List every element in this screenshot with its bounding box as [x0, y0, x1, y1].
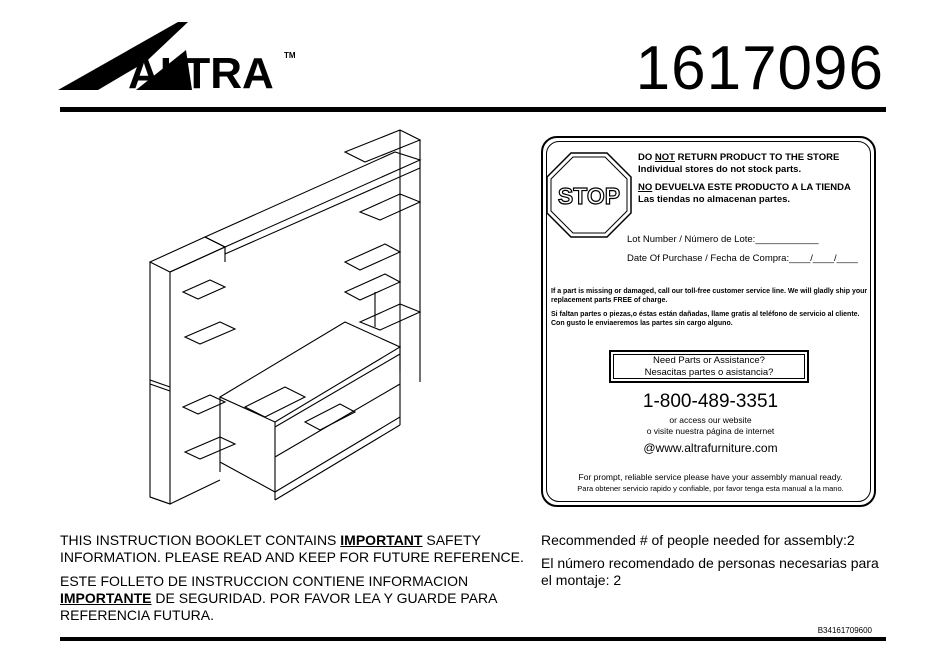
bottom-divider	[60, 637, 886, 641]
need-parts-spanish: Nesacitas partes o asistancia?	[644, 366, 774, 378]
safety-line-4: IMPORTANTE DE SEGURIDAD. POR FAVOR LEA Y GUARDE PARA	[60, 590, 498, 606]
missing-parts-english: If a part is missing or damaged, call our toll-free customer service line. We will gladly ship your replacement parts FREE of charge.	[551, 288, 868, 304]
people-recommended-spanish-2: el montaje: 2	[541, 572, 622, 588]
entertainment-center-illustration	[145, 122, 435, 512]
need-parts-box	[609, 350, 809, 383]
altra-logo	[58, 20, 303, 94]
brand-text: ALTRA	[128, 49, 274, 94]
website-address: @www.altrafurniture.com	[643, 441, 778, 455]
model-number: 1617096	[635, 34, 884, 103]
stop-sign-label: STOP	[557, 183, 621, 209]
tiendas-no-almacenan-text: Las tiendas no almacenan partes.	[638, 194, 791, 205]
access-website-english: or access our website	[669, 415, 752, 425]
part-number: B34161709600	[817, 626, 872, 635]
need-parts-inner	[613, 354, 805, 379]
stop-sign-icon	[545, 151, 633, 239]
safety-line-3: ESTE FOLLETO DE INSTRUCCION CONTIENE INFORMACION	[60, 573, 469, 589]
people-recommended-english: Recommended # of people needed for assembly:2	[541, 532, 855, 548]
stores-no-stock-text: Individual stores do not stock parts.	[638, 164, 802, 175]
people-recommended-spanish-1: El número recomendado de personas necesarias para	[541, 555, 879, 571]
safety-line-1: THIS INSTRUCTION BOOKLET CONTAINS IMPORTANT SAFETY	[60, 532, 481, 548]
phone-number: 1-800-489-3351	[642, 391, 779, 412]
safety-line-5: REFERENCIA FUTURA.	[60, 607, 215, 623]
prompt-service-spanish: Para obtener servicio rapido y confiable, por favor tenga esta manual a la mano.	[577, 484, 844, 493]
need-parts-english: Need Parts or Assistance?	[653, 354, 765, 366]
safety-line-2: INFORMATION. PLEASE READ AND KEEP FOR FUTURE REFERENCE.	[60, 549, 524, 565]
top-divider	[60, 107, 886, 112]
access-website-spanish: o visite nuestra página de internet	[646, 426, 775, 436]
no-devuelva-heading: NO DEVUELVA ESTE PRODUCTO A LA TIENDA	[638, 182, 851, 193]
missing-parts-spanish: Si faltan partes o piezas,o éstas están dañadas, llame gratis al teléfono de servicio al cliente. Con gusto le enviaeremos las partes sin cargo alguno.	[551, 311, 860, 327]
do-not-return-heading: DO NOT RETURN PRODUCT TO THE STORE	[638, 152, 840, 163]
prompt-service-english: For prompt, reliable service please have your assembly manual ready.	[578, 472, 843, 482]
trademark-mark: TM	[284, 51, 296, 60]
date-of-purchase-field: Date Of Purchase / Fecha de Compra:____/____/____	[627, 253, 858, 264]
lot-number-field: Lot Number / Número de Lote:____________	[627, 234, 819, 245]
